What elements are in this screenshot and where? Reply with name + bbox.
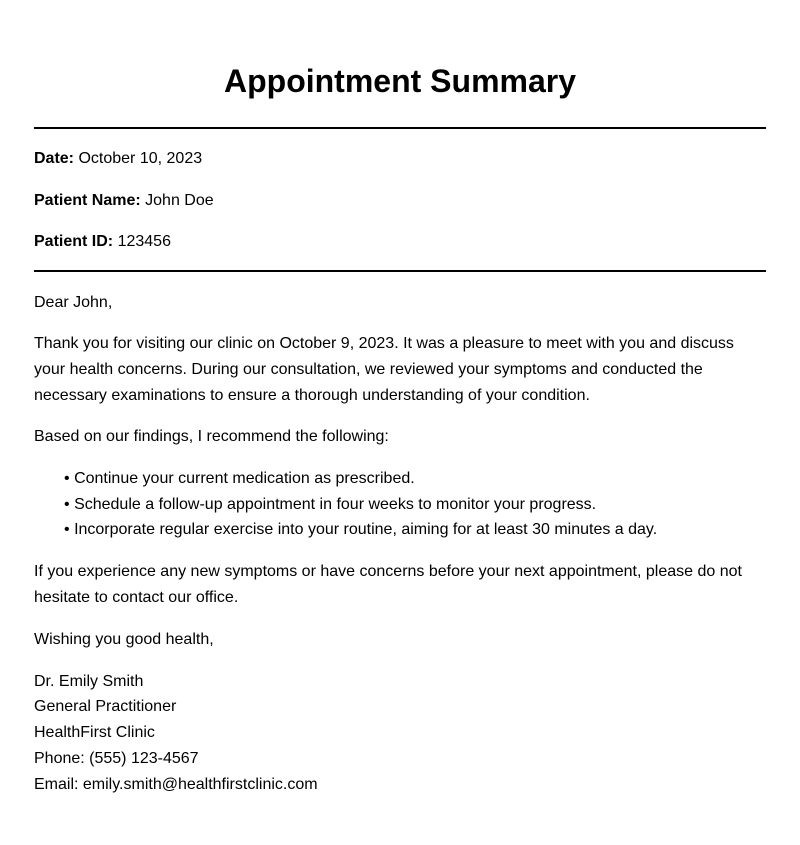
document-page [34, 0, 766, 797]
recommendation-list [34, 466, 766, 543]
meta-divider [34, 270, 766, 272]
visit-paragraph: Thank you for visiting our clinic on October 9, 2023. It was a pleasure to meet with you and discuss your health concerns. During our consultation, we reviewed your symptoms and conducted the necessary examinations to ensure a thorough understanding of your condition. [34, 335, 734, 404]
date-label: Date: [34, 150, 75, 167]
patient-name-value: John Doe [145, 192, 214, 209]
date-value: October 10, 2023 [78, 150, 203, 167]
patient-id-label: Patient ID: [34, 233, 114, 250]
recommendation-intro: Based on our findings, I recommend the following: [34, 428, 389, 445]
closing-line: Wishing you good health, [34, 630, 214, 648]
list-item [64, 492, 766, 518]
signature-clinic: HealthFirst Clinic [34, 724, 155, 742]
recommendation-text: Schedule a follow-up appointment in four weeks to monitor your progress. [74, 495, 597, 513]
recommendation-text: Incorporate regular exercise into your routine, aiming for at least 30 minutes a day. [74, 521, 658, 538]
signature-email: Email: emily.smith@healthfirstclinic.com [34, 775, 318, 793]
signature-title: General Practitioner [34, 698, 177, 716]
greeting: Dear John, [34, 294, 113, 311]
followup-paragraph: If you experience any new symptoms or have concerns before your next appointment, please do not hesitate to contact our office. [34, 562, 742, 606]
list-item [64, 517, 766, 543]
signature-phone: Phone: (555) 123-4567 [34, 749, 199, 767]
recommendation-text: Continue your current medication as prescribed. [74, 470, 415, 487]
signature-block [34, 669, 766, 798]
patient-name-label: Patient Name: [34, 192, 141, 209]
list-item [64, 466, 766, 492]
bullet-icon: • [64, 521, 70, 538]
header-divider [34, 127, 766, 129]
patient-id-value: 123456 [117, 233, 171, 250]
bullet-icon: • [64, 470, 70, 487]
patient-id-line [34, 232, 766, 252]
date-line [34, 149, 766, 169]
signature-name: Dr. Emily Smith [34, 672, 144, 690]
bullet-icon: • [64, 495, 70, 513]
patient-name-line [34, 191, 766, 211]
page-title: Appointment Summary [223, 63, 577, 99]
